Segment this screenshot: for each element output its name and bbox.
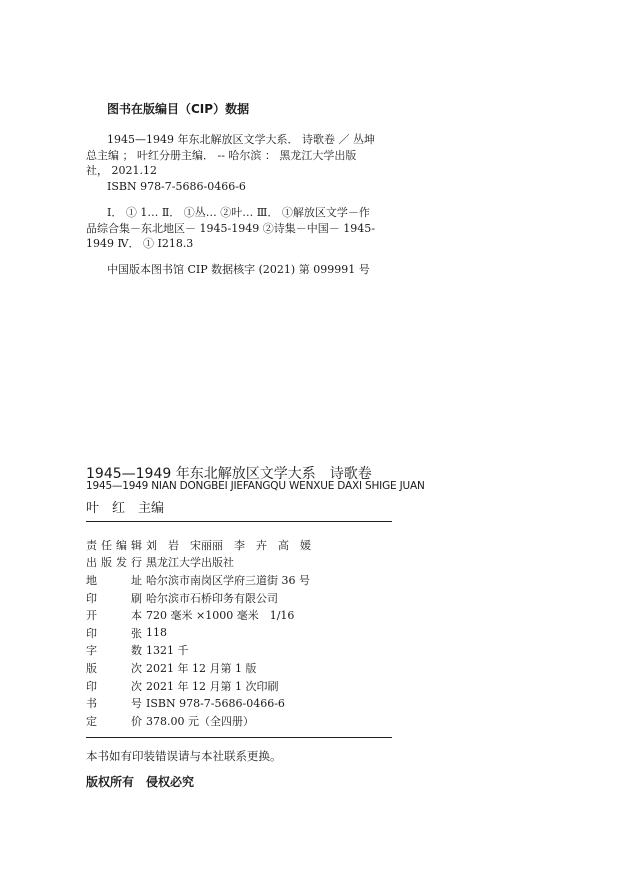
info-label (86, 678, 142, 694)
cip-record-line: 中国版本图书馆 CIP 数据核字 (2021) 第 099991 号 (86, 263, 370, 276)
cip-subject-line: 1949 Ⅳ． ① I218.3 (86, 237, 194, 250)
info-label-char: 址 (131, 573, 142, 587)
info-value: 720 毫米 ×1000 毫米 1/16 (146, 609, 295, 623)
info-row (86, 554, 396, 572)
info-label (86, 590, 142, 606)
info-label-char: 次 (131, 661, 142, 675)
info-label-char: 编 (116, 538, 127, 552)
info-label-char: 价 (131, 714, 142, 728)
info-row (86, 624, 396, 642)
info-label-char: 责 (86, 538, 97, 552)
info-value: 刘 岩 宋丽丽 李 卉 高 媛 (146, 538, 311, 552)
info-label-char: 数 (131, 644, 142, 658)
info-row (86, 694, 396, 712)
info-label (86, 537, 142, 553)
info-label-char: 任 (101, 538, 112, 552)
cip-entry (86, 132, 416, 194)
info-label-char: 张 (131, 626, 142, 640)
info-label-char: 发 (116, 556, 127, 570)
divider-bottom (86, 737, 392, 738)
info-label-char: 刷 (131, 591, 142, 605)
book-title: 1945—1949 年东北解放区文学大系 诗歌卷 (86, 466, 372, 482)
info-row (86, 642, 396, 660)
cip-heading: 图书在版编目（CIP）数据 (107, 102, 250, 116)
copyright-notice: 版权所有 侵权必究 (86, 775, 195, 789)
info-label-char: 本 (131, 609, 142, 623)
info-label (86, 713, 142, 729)
info-label-char: 行 (131, 556, 142, 570)
book-editor: 叶 红 主编 (86, 501, 165, 516)
cip-subject-line: 品综合集－东北地区－ 1945-1949 ②诗集－中国－ 1945- (86, 221, 375, 235)
info-value: 2021 年 12 月第 1 次印刷 (146, 679, 279, 693)
cip-entry-line: 社， 2021.12 (86, 164, 157, 177)
divider-top (86, 521, 392, 522)
info-row (86, 677, 396, 695)
info-label-char: 出 (86, 556, 97, 570)
info-label (86, 695, 142, 711)
info-label-char: 次 (131, 679, 142, 693)
info-value: 118 (146, 626, 167, 640)
publication-info-table (86, 536, 396, 730)
cip-record (86, 262, 416, 278)
info-value: ISBN 978-7-5686-0466-6 (146, 696, 285, 710)
book-title-pinyin: 1945—1949 NIAN DONGBEI JIEFANGQU WENXUE DAXI SHIGE JUAN (86, 480, 425, 492)
info-label-char: 书 (86, 697, 97, 711)
info-value: 1321 千 (146, 644, 189, 658)
info-label (86, 625, 142, 641)
info-row (86, 712, 396, 730)
replacement-notice: 本书如有印装错误请与本社联系更换。 (86, 749, 282, 763)
info-label (86, 660, 142, 676)
info-row (86, 536, 396, 554)
cip-entry-line: 总主编 ； 叶红分册主编． -- 哈尔滨 ： 黑龙江大学出版 (86, 148, 357, 162)
info-row (86, 659, 396, 677)
info-label-char: 印 (86, 679, 97, 693)
info-label-char: 定 (86, 714, 97, 728)
info-label-char: 印 (86, 626, 97, 640)
info-label-char: 版 (101, 556, 112, 570)
info-value: 378.00 元（全四册） (146, 714, 254, 728)
info-row (86, 606, 396, 624)
info-label-char: 辑 (131, 538, 142, 552)
info-label (86, 642, 142, 658)
info-label-char: 版 (86, 661, 97, 675)
info-label-char: 开 (86, 609, 97, 623)
info-label-char: 字 (86, 644, 97, 658)
cip-entry-line: ISBN 978-7-5686-0466-6 (86, 179, 246, 193)
cip-subject-line: Ⅰ． ① 1… Ⅱ． ①丛… ②叶… Ⅲ． ①解放区文学－作 (86, 206, 370, 219)
info-label-char: 印 (86, 591, 97, 605)
info-value: 黑龙江大学出版社 (146, 556, 234, 570)
info-label-char: 号 (131, 697, 142, 711)
cip-entry-line: 1945—1949 年东北解放区文学大系． 诗歌卷 ／ 丛坤 (86, 133, 375, 146)
info-label (86, 607, 142, 623)
info-label (86, 554, 142, 570)
info-value: 哈尔滨市石桥印务有限公司 (146, 591, 278, 605)
info-value: 2021 年 12 月第 1 版 (146, 661, 257, 675)
info-label-char: 地 (86, 573, 97, 587)
info-value: 哈尔滨市南岗区学府三道街 36 号 (146, 573, 310, 587)
info-label (86, 572, 142, 588)
info-row (86, 571, 396, 589)
info-row (86, 589, 396, 607)
cip-subjects (86, 205, 416, 252)
